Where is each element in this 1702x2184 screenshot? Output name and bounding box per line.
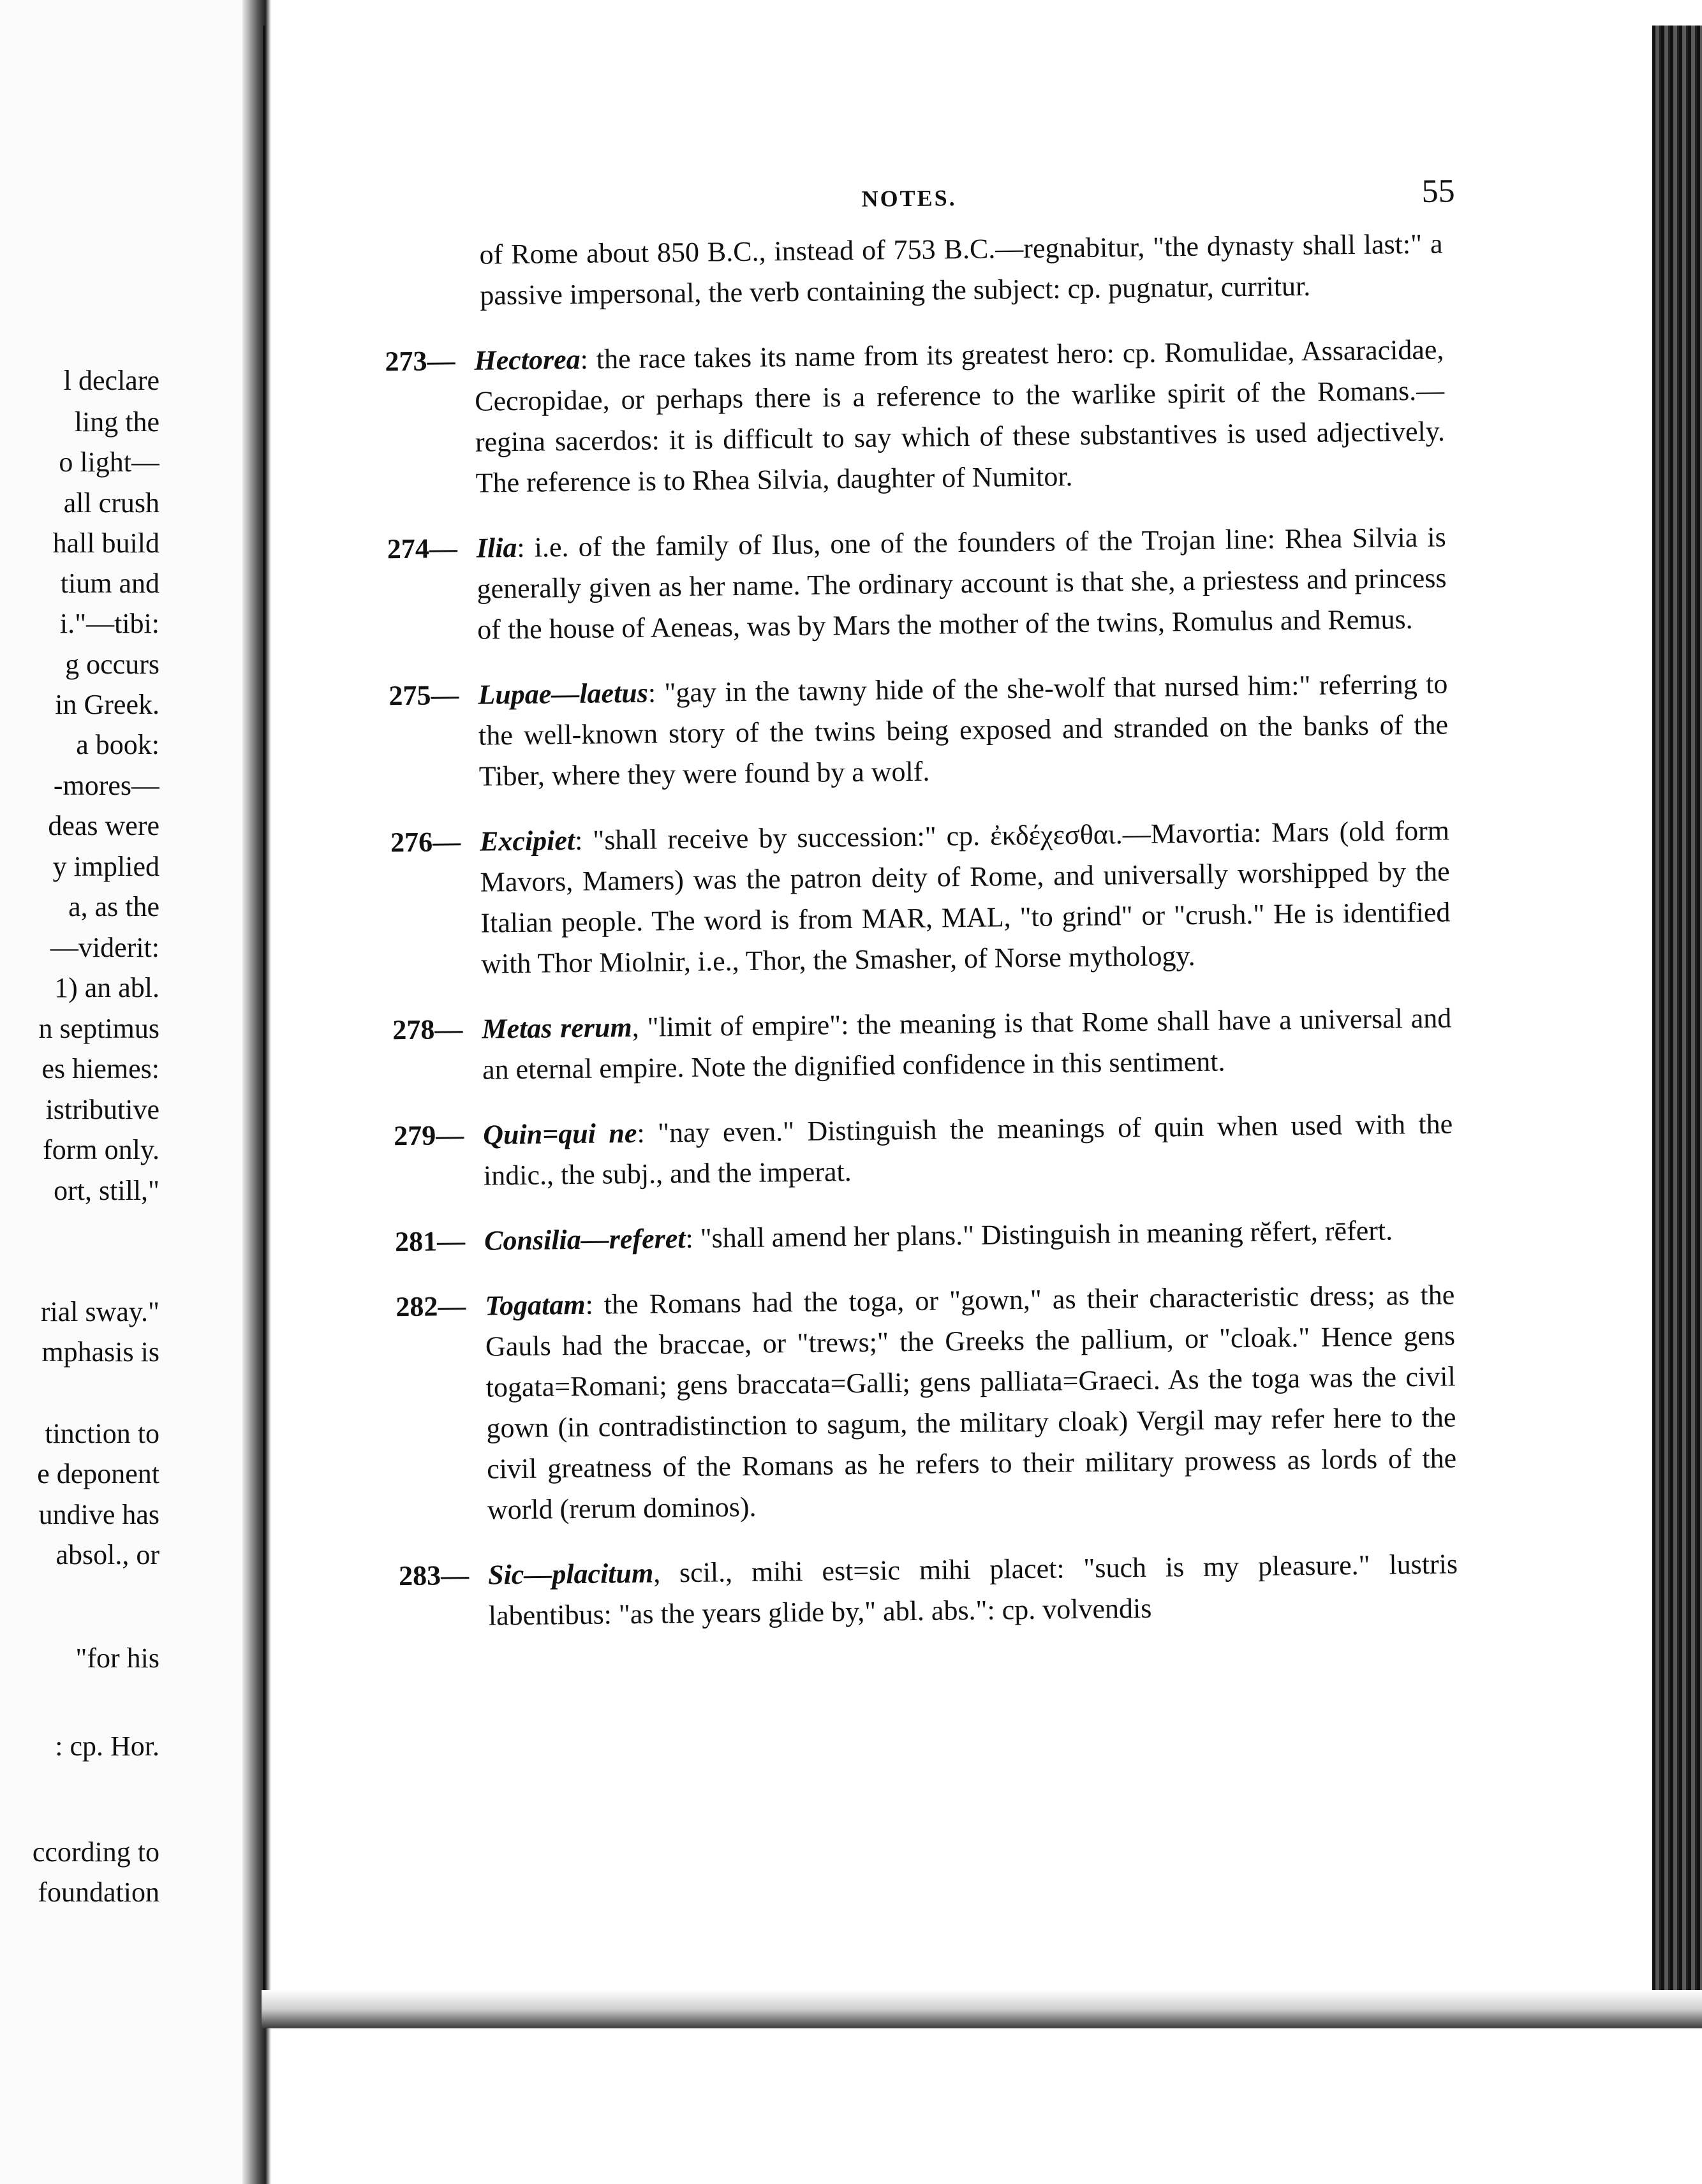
note-number: 283— bbox=[398, 1559, 470, 1592]
left-page-line: ling the bbox=[74, 406, 159, 438]
note-lemma: Lupae—laetus bbox=[478, 677, 649, 711]
note-entry bbox=[360, 1544, 1458, 1638]
left-page-text bbox=[0, 0, 159, 2184]
left-page-line: foundation bbox=[38, 1877, 159, 1908]
note-text: : "shall amend her plans." Distinguish in meaning rĕfert, rēfert. bbox=[685, 1214, 1393, 1255]
note-number: 275— bbox=[389, 679, 459, 712]
left-page-line: a, as the bbox=[68, 891, 159, 922]
note-text: : "gay in the tawny hide of the she-wolf that nursed him:" referring to the well-known story of the twins being exposed and stranded on the banks of the Tiber, where they were found by a wolf. bbox=[478, 668, 1449, 792]
left-page-line: mphasis is bbox=[41, 1336, 159, 1368]
note-body bbox=[476, 517, 1447, 650]
note-body bbox=[484, 1209, 1454, 1261]
book-page bbox=[344, 153, 1462, 1887]
left-page-line: rial sway." bbox=[40, 1296, 159, 1327]
note-text: : the Romans had the toga, or "gown," as their characteristic dress; as the Gauls had the braccae, or "trews;" the Greeks the pallium, or "cloak." Hence gens togata=Romani; gens braccata=Galli; gens palliata=Graeci. As the toga was the civil gown (in contradistinction to sagum, the military cloak) Vergil may refer here to the civil greatness of the Romans as he refers to their military prowess as lords of the world (rerum dominos). bbox=[485, 1279, 1457, 1526]
note-number: 279— bbox=[393, 1119, 464, 1152]
note-lemma: Togatam bbox=[485, 1288, 586, 1322]
left-page-line: e deponent bbox=[37, 1458, 159, 1489]
note-number: 278— bbox=[392, 1013, 463, 1046]
left-page-line: undive has bbox=[38, 1499, 159, 1530]
note-text: : "shall receive by succession:" cp. ἐκδέχεσθαι.—Mavortia: Mars (old form Mavors, Mamers) was the patron deity of Rome, and universally worshipped by the Italian people. The word is from MAR, MAL, "to grind" or "crush." He is identified with Thor Miolnir, i.e., Thor, the Smasher, of Norse mythology. bbox=[480, 815, 1451, 980]
page-stack-edge bbox=[1652, 26, 1702, 2016]
note-entry bbox=[346, 329, 1446, 505]
left-page-line: n septimus bbox=[38, 1013, 159, 1044]
note-entry bbox=[348, 517, 1447, 652]
page-header bbox=[344, 172, 1455, 230]
note-lemma: Metas rerum bbox=[482, 1011, 632, 1045]
note-body bbox=[478, 663, 1449, 797]
note-number: 282— bbox=[396, 1290, 466, 1323]
note-text: , "limit of empire": the meaning is that Rome shall have a universal and an eternal empire. Note the dignified confidence in this sentiment. bbox=[482, 1002, 1452, 1086]
running-head: NOTES. bbox=[861, 185, 957, 212]
note-entry bbox=[352, 810, 1451, 985]
page-number: 55 bbox=[1421, 173, 1455, 210]
note-entry bbox=[354, 998, 1452, 1092]
book-gutter bbox=[242, 0, 271, 2184]
left-page-line: tium and bbox=[60, 568, 159, 599]
note-body bbox=[474, 329, 1446, 503]
left-page-line: : cp. Hor. bbox=[55, 1730, 159, 1762]
note-body bbox=[488, 1544, 1458, 1636]
notes-list bbox=[345, 223, 1458, 1662]
note-body bbox=[483, 1103, 1453, 1196]
left-page-line: tinction to bbox=[45, 1418, 159, 1449]
left-page-line: —viderit: bbox=[50, 932, 159, 963]
note-body bbox=[485, 1274, 1457, 1530]
note-text: : "nay even." Distinguish the meanings of quin when used with the indic., the subj., and the imperat. bbox=[483, 1108, 1453, 1192]
note-body bbox=[479, 223, 1443, 316]
left-page-line: istributive bbox=[45, 1094, 159, 1125]
note-entry bbox=[357, 1209, 1454, 1263]
left-page-line: es hiemes: bbox=[41, 1053, 159, 1084]
left-page-line: g occurs bbox=[65, 649, 159, 680]
note-text: , scil., mihi est=sic mihi placet: "such is my pleasure." lustris labentibus: "as the years glide by," abl. abs.": cp. volvendis bbox=[488, 1548, 1458, 1632]
note-body bbox=[482, 998, 1452, 1090]
left-page-line: form only. bbox=[43, 1134, 159, 1165]
note-entry bbox=[357, 1274, 1457, 1531]
note-number: 276— bbox=[390, 826, 461, 859]
left-page-line: i."—tibi: bbox=[59, 608, 159, 639]
left-page-line: deas were bbox=[48, 810, 159, 841]
left-page-line: o light— bbox=[59, 446, 159, 478]
page-bottom-edge bbox=[262, 1990, 1702, 2028]
left-page-line: ccording to bbox=[32, 1836, 159, 1868]
note-lemma: Quin=qui ne bbox=[482, 1117, 637, 1151]
note-lemma: Consilia—referet bbox=[484, 1223, 686, 1257]
left-page-line: a book: bbox=[76, 729, 159, 760]
note-entry bbox=[350, 663, 1449, 799]
note-lemma: Sic—placitum bbox=[487, 1557, 654, 1591]
left-page-line: absol., or bbox=[56, 1539, 159, 1570]
note-number: 274— bbox=[387, 533, 458, 565]
note-lemma: Hectorea bbox=[474, 343, 581, 376]
note-body bbox=[480, 810, 1451, 984]
left-page-line: all crush bbox=[63, 487, 159, 519]
note-number: 273— bbox=[385, 345, 455, 378]
left-page-line: y implied bbox=[52, 851, 159, 882]
note-entry bbox=[345, 223, 1443, 318]
left-page-line: 1) an abl. bbox=[54, 972, 159, 1003]
note-number: 281— bbox=[394, 1225, 466, 1258]
note-text: : the race takes its name from its greatest hero: cp. Romulidae, Assaracidae, Cecropidae, or perhaps there is a reference to the warlike spirit of the Romans.—regina sacerdos: it is difficult to say which of these substantives is used adjectively. The reference is to Rhea Silvia, daughter of Numitor. bbox=[474, 334, 1446, 499]
left-page-line: hall build bbox=[52, 528, 159, 559]
note-text: : i.e. of the family of Ilus, one of the founders of the Trojan line: Rhea Silvia is generally given as her name. The ordinary account is that she, a priestess and princess of the house of Aeneas, was by Mars the mother of the twins, Romulus and Remus. bbox=[477, 521, 1447, 646]
left-page-line: ort, still," bbox=[54, 1175, 159, 1206]
left-page-line: in Greek. bbox=[55, 689, 159, 720]
page-edge-line bbox=[263, 26, 265, 2016]
left-page-line: l declare bbox=[63, 365, 159, 396]
note-lemma: Excipiet bbox=[479, 824, 575, 857]
note-lemma: Ilia bbox=[476, 531, 517, 564]
note-text: of Rome about 850 B.C., instead of 753 B.C.—regnabitur, "the dynasty shall last:" a passive impersonal, the verb containing the subject: cp. pugnatur, curritur. bbox=[479, 228, 1443, 311]
left-page-line: "for his bbox=[75, 1642, 159, 1674]
note-entry bbox=[355, 1103, 1453, 1198]
left-page-line: -mores— bbox=[53, 770, 159, 801]
